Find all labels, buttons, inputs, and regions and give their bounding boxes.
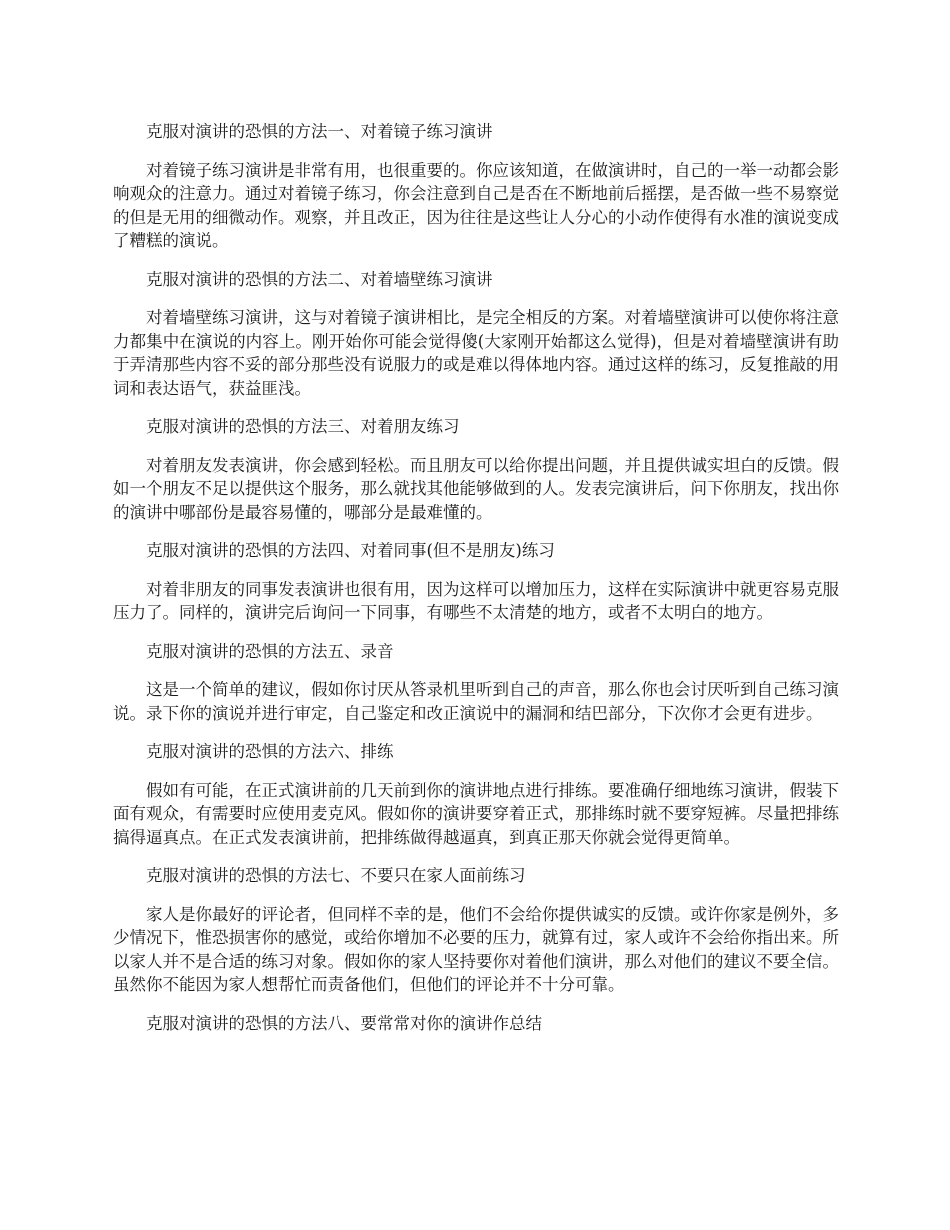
section-6-heading: 克服对演讲的恐惧的方法六、排练 bbox=[146, 742, 394, 761]
section-1-heading: 克服对演讲的恐惧的方法一、对着镜子练习演讲 bbox=[146, 122, 493, 141]
section-2-heading: 克服对演讲的恐惧的方法二、对着墙壁练习演讲 bbox=[146, 269, 493, 289]
section-7-heading: 克服对演讲的恐惧的方法七、不要只在家人面前练习 bbox=[146, 866, 526, 885]
section-7-body: 家人是你最好的评论者，但同样不幸的是，他们不会给你提供诚实的反馈。或许你家是例外，多少情况下，惟恐损害你的感觉，或给你增加不必要的压力，就算有过，家人或许不会给你指出来。所以家人并不是合适的练习对象。假如你的家人坚持要你对着他们演讲，那么对他们的建议不要全信。虽然你不能因为家人想帮忙而责备他们，但他们的评论并不十分可靠。 bbox=[113, 904, 839, 994]
section-8-heading: 克服对演讲的恐惧的方法八、要常常对你的演讲作总结 bbox=[146, 1013, 542, 1033]
section-3-body: 对着朋友发表演讲，你会感到轻松。而且朋友可以给你提出问题，并且提供诚实坦白的反馈。假如一个朋友不足以提供这个服务，那么就找其他能够做到的人。发表完演讲后，问下你朋友，找出你的演讲中哪部份是最容易懂的，哪部分是最难懂的。 bbox=[113, 455, 839, 522]
section-4-heading: 克服对演讲的恐惧的方法四、对着同事(但不是朋友)练习 bbox=[146, 541, 555, 560]
section-5-heading: 克服对演讲的恐惧的方法五、录音 bbox=[146, 641, 394, 661]
section-6-body: 假如有可能，在正式演讲前的几天前到你的演讲地点进行排练。要准确仔细地练习演讲，假装下面有观众，有需要时应使用麦克风。假如你的演讲要穿着正式，那排练时就不要穿短裤。尽量把排练搞得逼真点。在正式发表演讲前，把排练做得越逼真，到真正那天你就会觉得更简单。 bbox=[113, 780, 839, 847]
document-page bbox=[113, 120, 839, 1050]
section-1-body: 对着镜子练习演讲是非常有用，也很重要的。你应该知道，在做演讲时，自己的一举一动都会影响观众的注意力。通过对着镜子练习，你会注意到自己是否在不断地前后摇摆，是否做一些不易察觉的但是无用的细微动作。观察，并且改正，因为往往是这些让人分心的小动作使得有水准的演说变成了糟糕的演说。 bbox=[113, 160, 839, 250]
section-3-heading: 克服对演讲的恐惧的方法三、对着朋友练习 bbox=[146, 417, 460, 436]
section-2-body: 对着墙壁练习演讲，这与对着镜子演讲相比，是完全相反的方案。对着墙壁演讲可以使你将注意力都集中在演说的内容上。刚开始你可能会觉得傻(大家刚开始都这么觉得)，但是对着墙壁演讲有助于弄清那些内容不妥的部分那些没有说服力的或是难以得体地内容。通过这样的练习，反复推敲的用词和表达语气，获益匪浅。 bbox=[113, 308, 839, 398]
section-5-body: 这是一个简单的建议，假如你讨厌从答录机里听到自己的声音，那么你也会讨厌听到自己练习演说。录下你的演说并进行审定，自己鉴定和改正演说中的漏洞和结巴部分，下次你才会更有进步。 bbox=[113, 680, 839, 723]
section-4-body: 对着非朋友的同事发表演讲也很有用，因为这样可以增加压力，这样在实际演讲中就更容易克服压力了。同样的，演讲完后询问一下同事，有哪些不太清楚的地方，或者不太明白的地方。 bbox=[113, 579, 839, 622]
